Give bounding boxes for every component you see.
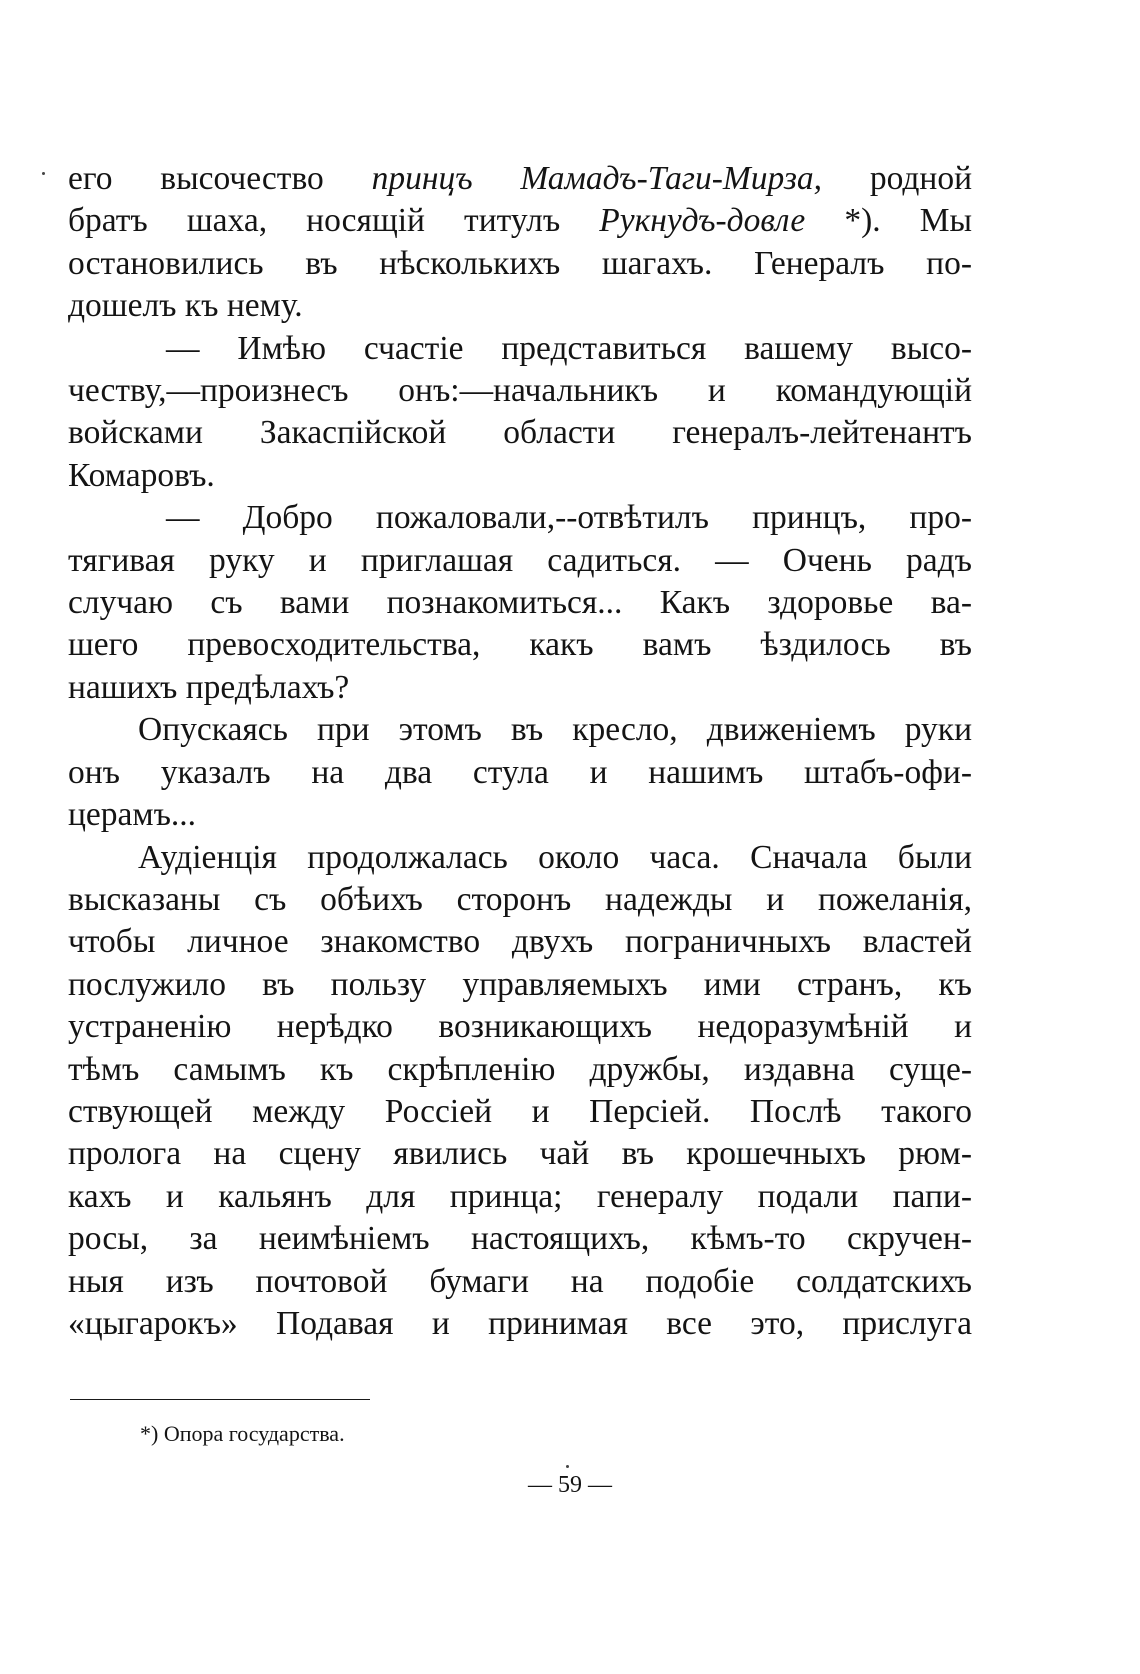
page-number: — 59 — — [528, 1472, 612, 1498]
text-line: случаю съ вами познакомиться... Какъ здоровье ва- — [68, 584, 972, 622]
text-line: Комаровъ. — [68, 456, 215, 494]
text-line: пролога на сцену явились чай въ крошечныхъ рюм- — [68, 1135, 972, 1173]
text-line: — Добро пожаловали,--отвѣтилъ принцъ, про- — [166, 499, 972, 537]
text-line: шего превосходительства, какъ вамъ ѣздилось въ — [68, 626, 972, 664]
footnote-divider — [70, 1399, 370, 1400]
text-line: росы, за неимѣніемъ настоящихъ, кѣмъ-то скручен- — [68, 1220, 972, 1258]
text-line: ныя изъ почтовой бумаги на подобіе солдатскихъ — [68, 1262, 972, 1300]
text-run: братъ шаха, носящій титулъ — [68, 202, 600, 240]
text-line: церамъ... — [68, 796, 197, 834]
print-speck — [566, 1465, 569, 1468]
text-line: Опускаясь при этомъ въ кресло, движеніемъ руки — [138, 711, 972, 749]
italic-title: Рукнудъ-довле — [599, 202, 806, 240]
text-run: его высочество — [68, 160, 372, 197]
text-line: онъ указалъ на два стула и нашимъ штабъ-офи- — [68, 753, 972, 791]
text-line: нашихъ предѣлахъ? — [68, 668, 350, 706]
footnote: *) Опора государства. — [140, 1421, 345, 1446]
paragraph — [68, 328, 972, 498]
paragraph — [68, 837, 972, 1346]
text-line: «цыгарокъ» Подавая и принимая все это, прислуга — [68, 1304, 972, 1342]
text-line: остановились въ нѣсколькихъ шагахъ. Генералъ по- — [68, 244, 972, 282]
text-line — [68, 158, 972, 200]
paragraph — [68, 497, 972, 709]
text-run: родной — [822, 160, 972, 197]
text-line: тѣмъ самымъ къ скрѣпленію дружбы, издавна суще- — [68, 1050, 972, 1088]
text-run: *). Мы — [805, 202, 972, 240]
text-line: — Имѣю счастіе представиться вашему высо- — [166, 329, 972, 367]
text-line: Аудіенція продолжалась около часа. Сначала были — [138, 838, 972, 876]
paragraph — [68, 158, 972, 328]
text-line: войсками Закаспійской области генералъ-лейтенантъ — [68, 414, 972, 452]
text-line: чтобы личное знакомство двухъ пограничныхъ властей — [68, 923, 972, 961]
text-line: тягивая руку и приглашая садиться. — Очень радъ — [68, 541, 972, 579]
text-line: кахъ и кальянъ для принца; генералу подали папи- — [68, 1177, 972, 1215]
main-text — [68, 158, 972, 1345]
text-line: дошелъ къ нему. — [68, 287, 303, 325]
paragraph — [68, 709, 972, 836]
text-line — [68, 200, 972, 242]
text-line: честву,—произнесъ онъ:—начальникъ и командующій — [68, 372, 972, 410]
text-line: устраненію нерѣдко возникающихъ недоразумѣній и — [68, 1008, 972, 1046]
print-speck — [42, 172, 45, 175]
text-line: ствующей между Россіей и Персіей. Послѣ такого — [68, 1092, 972, 1130]
text-line: послужило въ пользу управляемыхъ ими странъ, къ — [68, 965, 972, 1003]
italic-name: принцъ Мамадъ-Таги-Мирза, — [371, 160, 823, 197]
text-line: высказаны съ обѣихъ сторонъ надежды и пожеланія, — [68, 880, 972, 918]
